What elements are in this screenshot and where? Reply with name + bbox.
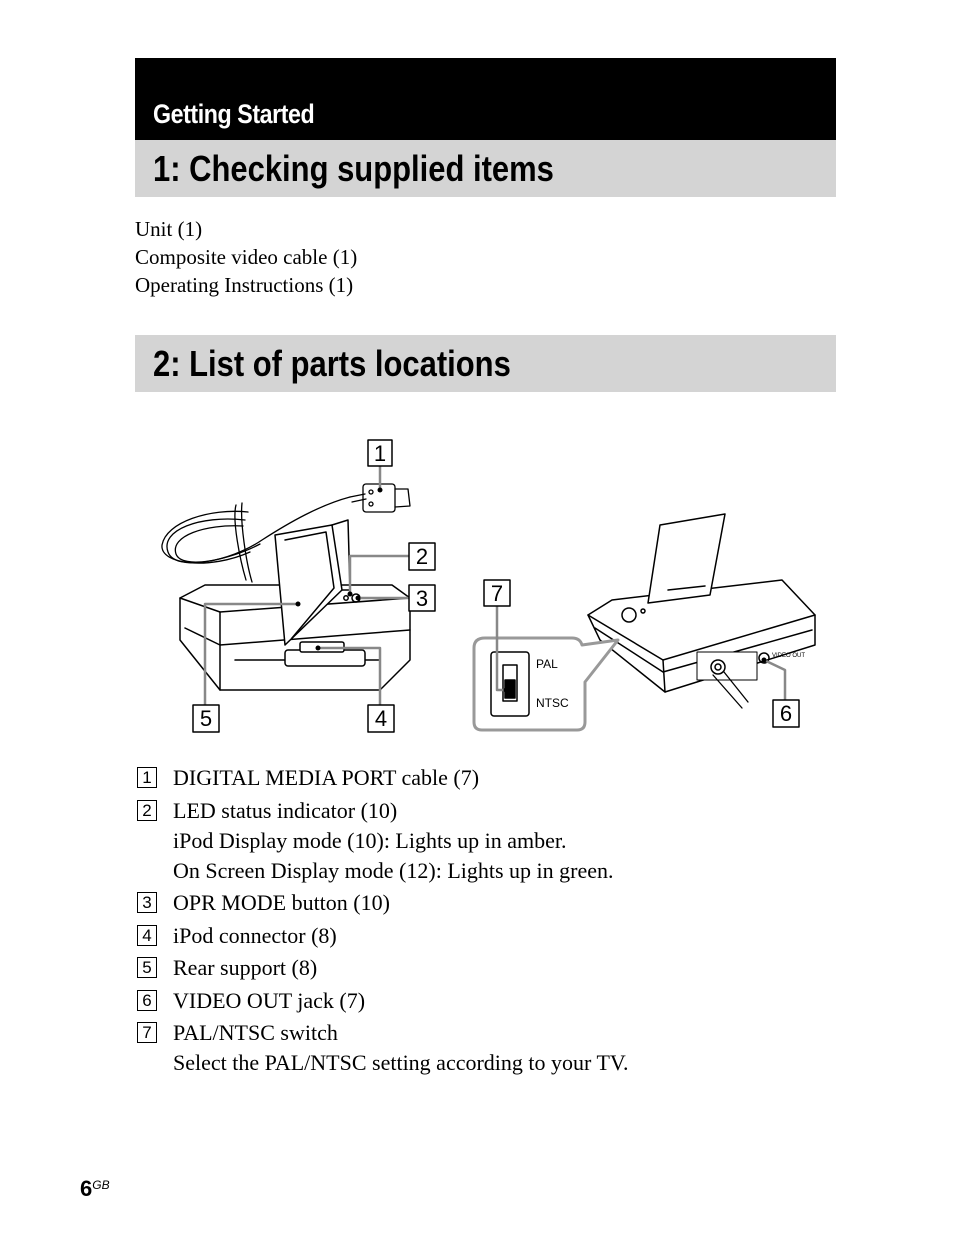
section-2-header xyxy=(135,335,836,392)
supplied-item: Composite video cable (1) xyxy=(135,245,358,270)
legend-number: 1 xyxy=(137,767,157,788)
legend-number: 2 xyxy=(137,800,157,821)
legend-item-2 xyxy=(137,796,628,886)
video-out-jack-label: VIDEO OUT xyxy=(772,653,806,659)
section-1-title: 1: Checking supplied items xyxy=(153,148,554,189)
callout-7-number: 7 xyxy=(490,581,504,606)
callout-5 xyxy=(193,705,219,732)
legend-item-5 xyxy=(137,953,628,983)
legend-number: 6 xyxy=(137,990,157,1011)
callout-4-number: 4 xyxy=(374,706,388,731)
chapter-header-band xyxy=(135,58,836,140)
legend-item-1 xyxy=(137,763,628,793)
callout-2-number: 2 xyxy=(415,544,429,569)
supplied-items-list xyxy=(135,215,357,300)
callout-1 xyxy=(368,440,392,466)
callout-3-number: 3 xyxy=(415,586,429,611)
pal-ntsc-switch-inset xyxy=(474,638,618,730)
callout-3 xyxy=(409,585,435,611)
unit-rear-illustration xyxy=(588,514,815,708)
callout-6-number: 6 xyxy=(779,701,793,726)
legend-subtext: Select the PAL/NTSC setting according to your TV. xyxy=(173,1050,629,1075)
chapter-title: Getting Started xyxy=(153,99,315,129)
page-suffix: GB xyxy=(92,1178,110,1192)
ntsc-label: NTSC xyxy=(536,696,569,710)
legend-item-4 xyxy=(137,921,628,951)
legend-number: 5 xyxy=(137,957,157,978)
legend-text: Rear support (8) xyxy=(173,955,318,980)
supplied-item: Unit (1) xyxy=(135,217,203,241)
section-2-title: 2: List of parts locations xyxy=(153,343,511,384)
supplied-item: Operating Instructions (1) xyxy=(135,273,354,298)
callout-7 xyxy=(484,580,510,606)
page-footer xyxy=(80,1176,110,1202)
legend-text: OPR MODE button (10) xyxy=(173,890,390,915)
legend-text: VIDEO OUT jack (7) xyxy=(173,987,366,1013)
parts-diagram xyxy=(140,430,840,740)
callout-5-number: 5 xyxy=(199,706,213,731)
page-number: 6 xyxy=(80,1176,93,1201)
section-1-header xyxy=(135,140,836,197)
callout-4 xyxy=(368,705,394,732)
parts-legend xyxy=(137,763,628,1081)
legend-item-3 xyxy=(137,888,628,918)
pal-label: PAL xyxy=(536,657,558,671)
legend-subtext: iPod Display mode (10): Lights up in amber. xyxy=(173,827,567,853)
legend-item-6 xyxy=(137,986,628,1016)
legend-text: iPod connector (8) xyxy=(173,922,337,948)
callout-2 xyxy=(409,543,435,570)
legend-number: 7 xyxy=(137,1022,157,1043)
callout-6 xyxy=(773,700,799,727)
legend-text: LED status indicator (10) xyxy=(173,797,398,823)
legend-number: 4 xyxy=(137,925,157,946)
callout-1-number: 1 xyxy=(373,441,387,466)
legend-text: DIGITAL MEDIA PORT cable (7) xyxy=(173,765,480,790)
legend-number: 3 xyxy=(137,892,157,913)
legend-item-7 xyxy=(137,1018,628,1078)
legend-text: PAL/NTSC switch xyxy=(173,1020,338,1045)
legend-subtext: On Screen Display mode (12): Lights up in green. xyxy=(173,857,614,883)
